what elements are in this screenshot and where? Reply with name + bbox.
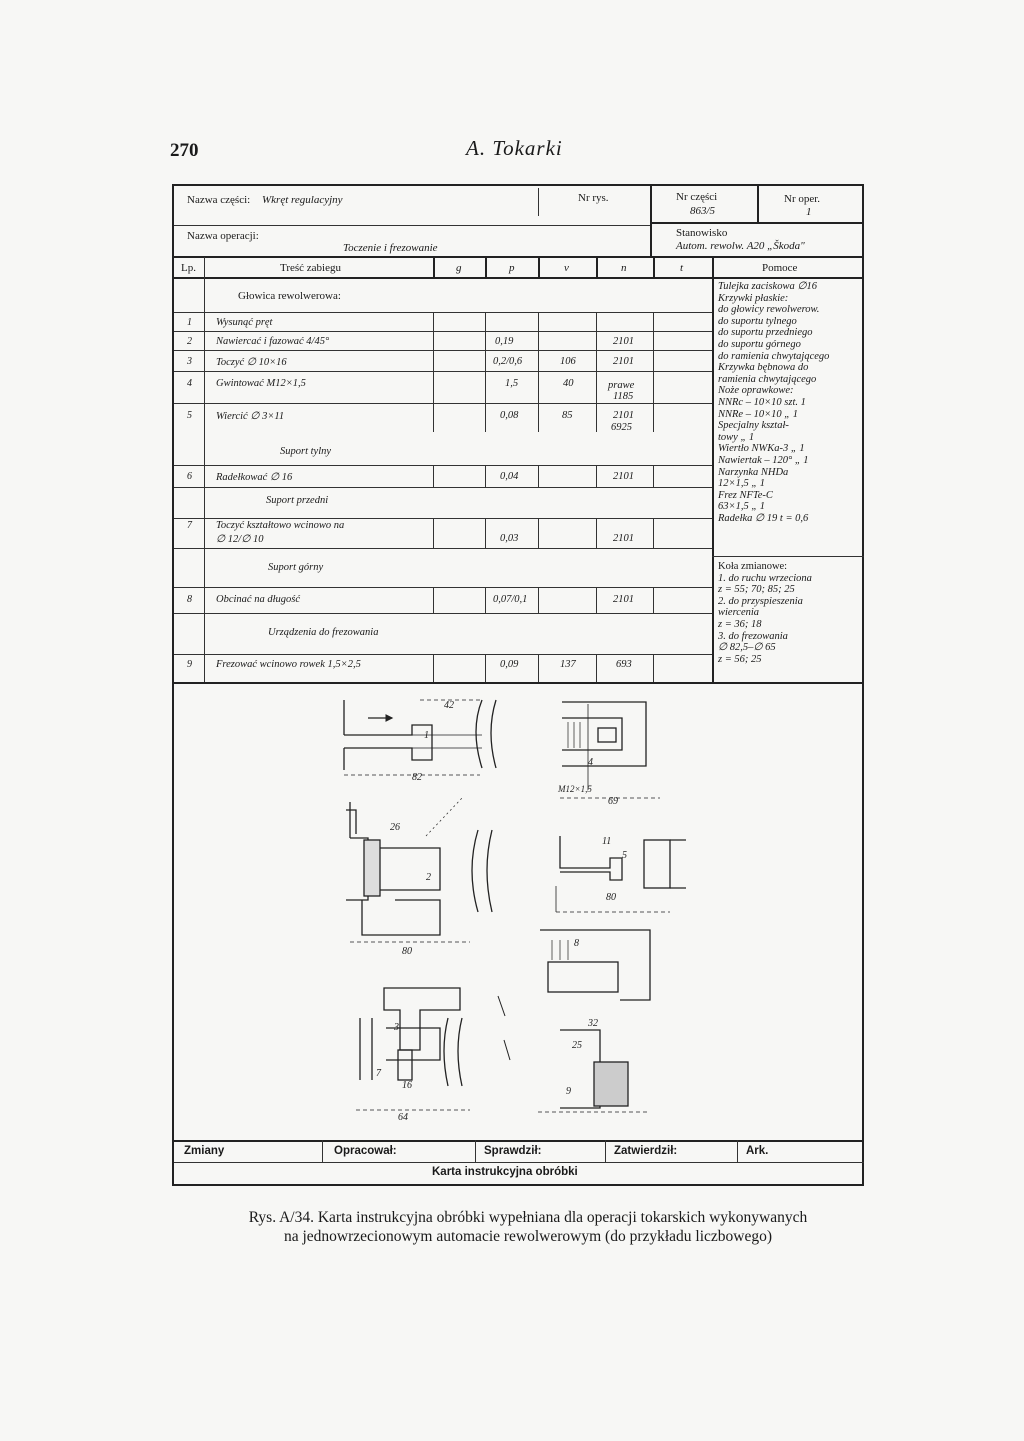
station-label: Stanowisko xyxy=(676,227,728,239)
col-lp: Lp. xyxy=(181,262,196,274)
gears-title: Koła zmianowe: xyxy=(718,561,788,572)
gear-item: z = 55; 70; 85; 25 xyxy=(718,584,795,596)
section-milling: Urządzenia do frezowania xyxy=(268,627,379,638)
part-name-label: Nazwa części: xyxy=(187,194,251,206)
station-name: Autom. rewolw. A20 „Škoda" xyxy=(676,240,805,252)
tool-item: do suportu przedniego xyxy=(718,327,813,339)
section-rear: Suport tylny xyxy=(280,446,332,457)
part-name: Wkręt regulacyjny xyxy=(262,194,343,206)
dim-label: 25 xyxy=(572,1040,582,1051)
dim-label: 69 xyxy=(608,796,618,807)
col-content: Treść zabiegu xyxy=(280,262,341,274)
footer-approved: Zatwierdził: xyxy=(614,1145,678,1157)
tool-item: towy „ 1 xyxy=(718,431,755,443)
tool-item: Frez NFTe-C xyxy=(718,489,773,501)
operation-label: Nazwa operacji: xyxy=(187,230,259,242)
dim-label: 4 xyxy=(588,757,593,768)
running-head: A. Tokarki xyxy=(466,136,563,160)
dim-label: 42 xyxy=(444,700,454,711)
section-front: Suport przedni xyxy=(266,495,329,506)
gear-item: wiercenia xyxy=(718,607,760,619)
tool-item: do głowicy rewolwerow. xyxy=(718,304,820,316)
tool-item: Tulejka zaciskowa ∅16 xyxy=(718,281,817,292)
tool-item: Noże oprawkowe: xyxy=(718,385,794,397)
tool-item: do ramienia chwytającego xyxy=(718,350,830,362)
col-v: v xyxy=(564,262,569,274)
gears-list xyxy=(718,561,812,665)
dim-label: 80 xyxy=(402,946,412,957)
dim-label: 26 xyxy=(390,822,400,833)
dim-label: 80 xyxy=(606,892,616,903)
footer-sheet: Ark. xyxy=(746,1145,769,1157)
gear-item: 3. do frezowania xyxy=(718,630,788,642)
footer-changes: Zmiany xyxy=(184,1145,225,1157)
tool-item: Narzynka NHDa xyxy=(718,466,789,478)
page-number: 270 xyxy=(170,140,199,161)
tool-item: Specjalny kształ- xyxy=(718,420,789,432)
tool-item: NNRe – 10×10 „ 1 xyxy=(718,408,799,420)
footer-checked: Sprawdził: xyxy=(484,1145,542,1157)
tool-item: Wiertło NWKa-3 „ 1 xyxy=(718,443,805,455)
dim-label: 7 xyxy=(376,1068,381,1079)
tool-item: do suportu górnego xyxy=(718,338,801,350)
footer-card-title: Karta instrukcyjna obróbki xyxy=(432,1166,578,1178)
figure-caption xyxy=(178,1208,878,1246)
dim-label: 82 xyxy=(412,772,422,783)
col-n: n xyxy=(621,262,627,274)
tool-item: ramienia chwytającego xyxy=(718,373,817,385)
section-turret: Głowica rewolwerowa: xyxy=(238,290,341,302)
gear-item: z = 36; 18 xyxy=(718,618,762,630)
tool-item: Krzywki płaskie: xyxy=(718,292,789,304)
col-t: t xyxy=(680,262,684,274)
col-g: g xyxy=(456,262,462,274)
dim-label: 64 xyxy=(398,1112,408,1123)
part-no: 863/5 xyxy=(690,205,716,217)
tool-item: Nawiertak – 120° „ 1 xyxy=(718,454,809,466)
dim-label: 2 xyxy=(426,872,431,883)
part-no-label: Nr części xyxy=(676,191,718,203)
section-top: Suport górny xyxy=(268,562,324,573)
tool-item: NNRc – 10×10 szt. 1 xyxy=(718,396,806,408)
tool-item: Krzywka bębnowa do xyxy=(718,362,809,374)
operation-name: Toczenie i frezowanie xyxy=(343,242,438,254)
tool-item: 63×1,5 „ 1 xyxy=(718,501,766,513)
drawing-no-label: Nr rys. xyxy=(578,192,609,204)
tool-item: 12×1,5 „ 1 xyxy=(718,478,766,490)
op-no-label: Nr oper. xyxy=(784,193,821,205)
footer-prepared: Opracował: xyxy=(334,1145,397,1157)
gear-item: 2. do przyspieszenia xyxy=(718,595,803,607)
dim-label: 3 xyxy=(394,1022,399,1033)
dim-label: 9 xyxy=(566,1086,571,1097)
col-p: p xyxy=(509,262,515,274)
dim-label: 1 xyxy=(424,730,429,741)
col-aids: Pomoce xyxy=(762,262,798,274)
caption-line: na jednowrzecionowym automacie rewolwerowym (do przykładu liczbowego) xyxy=(283,1228,773,1245)
dim-label: 8 xyxy=(574,938,579,949)
tool-item: Radełka ∅ 19 t = 0,6 xyxy=(718,512,809,524)
op-no: 1 xyxy=(806,206,812,218)
tool-item: do suportu tylnego xyxy=(718,315,797,327)
caption-line: Rys. A/34. Karta instrukcyjna obróbki wypełniana dla operacji tokarskich wykonywanych xyxy=(248,1209,808,1226)
dim-label: M12×1,5 xyxy=(558,784,592,794)
gear-item: z = 56; 25 xyxy=(718,653,762,665)
dim-label: 16 xyxy=(402,1080,412,1091)
dim-label: 32 xyxy=(588,1018,598,1029)
gear-item: 1. do ruchu wrzeciona xyxy=(718,572,812,584)
machining-sketches xyxy=(174,684,862,1140)
tools-list xyxy=(718,281,829,524)
gear-item: ∅ 82,5–∅ 65 xyxy=(718,642,776,654)
dim-label: 11 xyxy=(602,836,612,847)
dim-label: 5 xyxy=(622,850,627,861)
